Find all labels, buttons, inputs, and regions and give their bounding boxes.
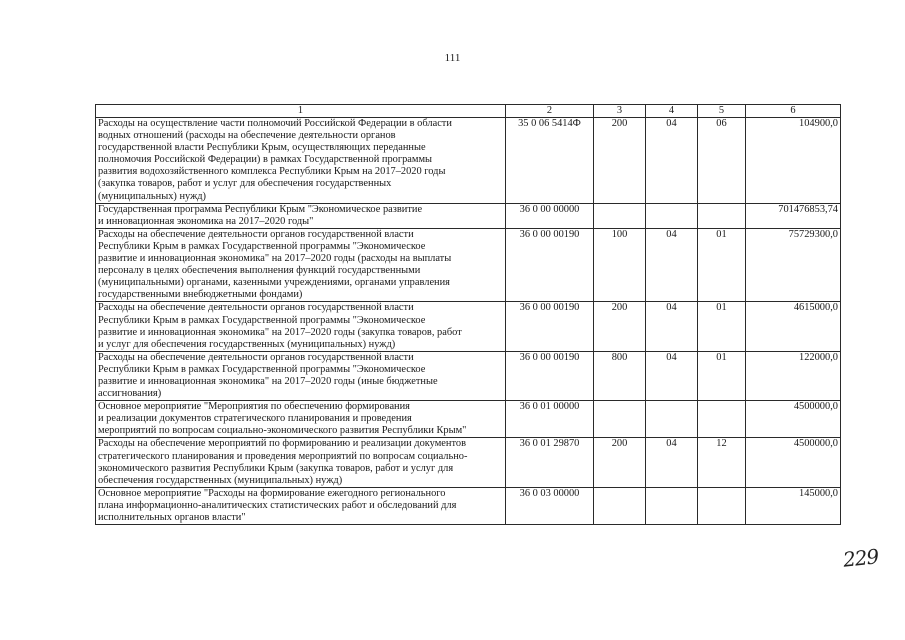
description-line: и услуг для обеспечения государственных (муниципальных) нужд) bbox=[98, 338, 396, 350]
row-expense-type: 800 bbox=[594, 351, 646, 400]
row-expense-type: 100 bbox=[594, 228, 646, 302]
description-line: Расходы на обеспечение деятельности органов государственной власти bbox=[98, 228, 414, 240]
row-target-code: 36 0 01 29870 bbox=[506, 438, 594, 487]
description-line: Республики Крым в рамках Государственной программы "Экономическое bbox=[98, 363, 426, 375]
table-row bbox=[96, 118, 841, 204]
row-amount: 104900,0 bbox=[746, 118, 841, 204]
row-target-code: 36 0 00 00190 bbox=[506, 228, 594, 302]
description-line: обеспечения государственных (муниципальных) нужд) bbox=[98, 474, 343, 486]
table-row bbox=[96, 487, 841, 524]
table-row bbox=[96, 228, 841, 302]
row-expense-type: 200 bbox=[594, 118, 646, 204]
row-section bbox=[646, 401, 698, 438]
table-row bbox=[96, 351, 841, 400]
row-description bbox=[96, 351, 506, 400]
row-target-code: 36 0 03 00000 bbox=[506, 487, 594, 524]
description-line: Республики Крым в рамках Государственной программы "Экономическое bbox=[98, 240, 426, 252]
row-subsection bbox=[698, 401, 746, 438]
row-description bbox=[96, 228, 506, 302]
budget-table bbox=[95, 104, 841, 525]
header-col-5: 5 bbox=[698, 105, 746, 118]
row-subsection: 01 bbox=[698, 228, 746, 302]
row-section: 04 bbox=[646, 118, 698, 204]
row-amount: 145000,0 bbox=[746, 487, 841, 524]
row-section bbox=[646, 203, 698, 228]
row-amount: 4615000,0 bbox=[746, 302, 841, 351]
header-row bbox=[96, 105, 841, 118]
description-line: Государственная программа Республики Крым "Экономическое развитие bbox=[98, 203, 423, 215]
row-amount: 4500000,0 bbox=[746, 401, 841, 438]
description-line: Расходы на обеспечение мероприятий по формированию и реализации документов bbox=[98, 438, 466, 450]
description-line: экономического развития Республики Крым (закупка товаров, работ и услуг для bbox=[98, 462, 454, 474]
row-description bbox=[96, 203, 506, 228]
table-row bbox=[96, 302, 841, 351]
row-section: 04 bbox=[646, 351, 698, 400]
description-line: развитие и инновационная экономика" на 2017–2020 годы (закупка товаров, работ bbox=[98, 326, 462, 338]
row-amount: 122000,0 bbox=[746, 351, 841, 400]
description-line: плана информационно-аналитических статистических работ и обследований для bbox=[98, 499, 457, 511]
row-section: 04 bbox=[646, 438, 698, 487]
table-row bbox=[96, 203, 841, 228]
table-body bbox=[96, 118, 841, 525]
header-col-1: 1 bbox=[96, 105, 506, 118]
description-line: развития водохозяйственного комплекса Республики Крым на 2017–2020 годы bbox=[98, 166, 446, 178]
row-expense-type bbox=[594, 487, 646, 524]
description-line: исполнительных органов власти" bbox=[98, 512, 246, 523]
row-subsection: 01 bbox=[698, 302, 746, 351]
row-section bbox=[646, 487, 698, 524]
description-line: Расходы на обеспечение деятельности органов государственной власти bbox=[98, 302, 414, 314]
description-line: и реализации документов стратегического планирования и проведения bbox=[98, 413, 412, 425]
row-subsection bbox=[698, 487, 746, 524]
row-subsection: 12 bbox=[698, 438, 746, 487]
row-target-code: 36 0 00 00190 bbox=[506, 302, 594, 351]
row-description bbox=[96, 487, 506, 524]
description-line: (муниципальных) нужд) bbox=[98, 190, 207, 202]
table-row bbox=[96, 401, 841, 438]
row-subsection: 01 bbox=[698, 351, 746, 400]
description-line: (муниципальными) органами, казенными учреждениями, органами управления bbox=[98, 277, 450, 289]
row-description bbox=[96, 302, 506, 351]
description-line: персоналу в целях обеспечения выполнения функций государственными bbox=[98, 265, 421, 277]
row-expense-type bbox=[594, 203, 646, 228]
row-subsection bbox=[698, 203, 746, 228]
description-line: развитие и инновационная экономика" на 2017–2020 годы (расходы на выплаты bbox=[98, 253, 452, 265]
description-line: государственной власти Республики Крым, осуществляющих переданные bbox=[98, 142, 426, 154]
row-expense-type: 200 bbox=[594, 438, 646, 487]
description-line: водных отношений (расходы на обеспечение деятельности органов bbox=[98, 130, 396, 142]
row-expense-type bbox=[594, 401, 646, 438]
handwritten-signature: 229 bbox=[841, 544, 880, 572]
page-number: 111 bbox=[444, 52, 461, 64]
row-section: 04 bbox=[646, 302, 698, 351]
header-col-4: 4 bbox=[646, 105, 698, 118]
description-line: Расходы на обеспечение деятельности органов государственной власти bbox=[98, 351, 414, 363]
row-target-code: 36 0 00 00000 bbox=[506, 203, 594, 228]
row-target-code: 36 0 01 00000 bbox=[506, 401, 594, 438]
description-line: Расходы на осуществление части полномочий Российской Федерации в области bbox=[98, 118, 452, 129]
description-line: ассигнования) bbox=[98, 388, 162, 400]
row-expense-type: 200 bbox=[594, 302, 646, 351]
row-section: 04 bbox=[646, 228, 698, 302]
header-col-2: 2 bbox=[506, 105, 594, 118]
description-line: (закупка товаров, работ и услуг для обеспечения государственных bbox=[98, 178, 392, 190]
description-line: государственными внебюджетными фондами) bbox=[98, 289, 303, 301]
row-amount: 4500000,0 bbox=[746, 438, 841, 487]
row-subsection: 06 bbox=[698, 118, 746, 204]
row-amount: 701476853,74 bbox=[746, 203, 841, 228]
row-target-code: 36 0 00 00190 bbox=[506, 351, 594, 400]
description-line: стратегического планирования и проведения мероприятий по вопросам социально- bbox=[98, 450, 468, 462]
row-description bbox=[96, 438, 506, 487]
description-line: Республики Крым в рамках Государственной программы "Экономическое bbox=[98, 314, 426, 326]
description-line: мероприятий по вопросам социально-экономического развития Республики Крым" bbox=[98, 425, 467, 437]
row-description bbox=[96, 401, 506, 438]
description-line: Основное мероприятие "Мероприятия по обеспечению формирования bbox=[98, 401, 410, 413]
description-line: Основное мероприятие "Расходы на формирование ежегодного регионального bbox=[98, 487, 446, 499]
table-row bbox=[96, 438, 841, 487]
description-line: полномочия Российской Федерации) в рамках Государственной программы bbox=[98, 154, 433, 166]
header-col-6: 6 bbox=[746, 105, 841, 118]
row-target-code: 35 0 06 5414Ф bbox=[506, 118, 594, 204]
header-col-3: 3 bbox=[594, 105, 646, 118]
description-line: и инновационная экономика на 2017–2020 годы" bbox=[98, 215, 314, 227]
description-line: развитие и инновационная экономика" на 2017–2020 годы (иные бюджетные bbox=[98, 375, 438, 387]
row-description bbox=[96, 118, 506, 204]
row-amount: 75729300,0 bbox=[746, 228, 841, 302]
